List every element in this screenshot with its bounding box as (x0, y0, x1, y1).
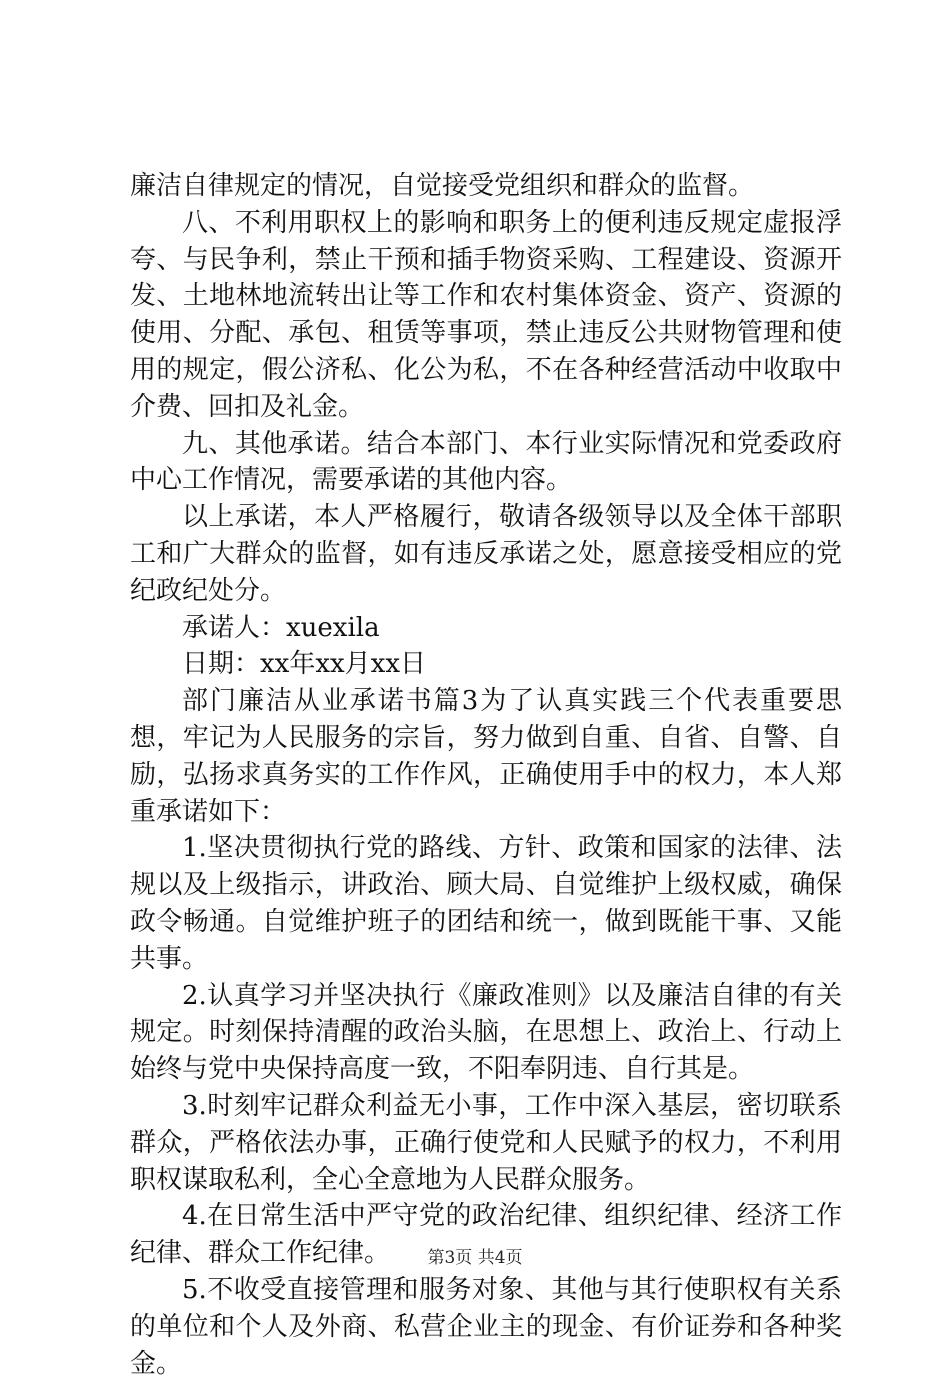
paragraph-8: 1.坚决贯彻执行党的路线、方针、政策和国家的法律、法规以及上级指示，讲政治、顾大局、自觉维护上级权威，确保政令畅通。自觉维护班子的团结和统一，做到既能干事、又能共事。 (130, 833, 842, 974)
paragraph-10: 3.时刻牢记群众利益无小事，工作中深入基层，密切联系群众，严格依法办事，正确行使党和人民赋予的权力，不利用职权谋取私利，全心全意地为人民群众服务。 (130, 1090, 842, 1195)
paragraph-1: 廉洁自律规定的情况，自觉接受党组织和群众的监督。 (130, 171, 755, 201)
date-line: 日期：xx年xx月xx日 (182, 649, 426, 680)
signatory-line: 承诺人：xuexila (182, 612, 380, 643)
paragraph-2: 八、不利用职权上的影响和职务上的便利违反规定虚报浮夸、与民争利，禁止干预和插手物资采购、工程建设、资源开发、土地林地流转出让等工作和农村集体资金、资产、资源的使用、分配、承包、租赁等事项，禁止违反公共财物管理和使用的规定，假公济私、化公为私，不在各种经营活动中收取中介费、回扣及礼金。 (130, 207, 842, 422)
paragraph-3: 九、其他承诺。结合本部门、本行业实际情况和党委政府中心工作情况，需要承诺的其他内容。 (130, 428, 842, 496)
document-body (130, 168, 842, 1382)
paragraph-7: 部门廉洁从业承诺书篇3为了认真实践三个代表重要思想，牢记为人民服务的宗旨，努力做到自重、自省、自警、自励，弘扬求真务实的工作作风，正确使用手中的权力，本人郑重承诺如下： (130, 686, 842, 827)
paragraph-9: 2.认真学习并坚决执行《廉政准则》以及廉洁自律的有关规定。时刻保持清醒的政治头脑，在思想上、政治上、行动上始终与党中央保持高度一致，不阳奉阴违、自行其是。 (130, 980, 842, 1085)
paragraph-12: 5.不收受直接管理和服务对象、其他与其行使职权有关系的单位和个人及外商、私营企业主的现金、有价证券和各种奖金。 (130, 1274, 842, 1379)
page-footer: 第3页 共4页 (427, 1248, 523, 1268)
paragraph-4: 以上承诺，本人严格履行，敬请各级领导以及全体干部职工和广大群众的监督，如有违反承诺之处，愿意接受相应的党纪政纪处分。 (130, 502, 842, 606)
paragraph-11: 4.在日常生活中严守党的政治纪律、组织纪律、经济工作纪律、群众工作纪律。 (130, 1201, 842, 1269)
